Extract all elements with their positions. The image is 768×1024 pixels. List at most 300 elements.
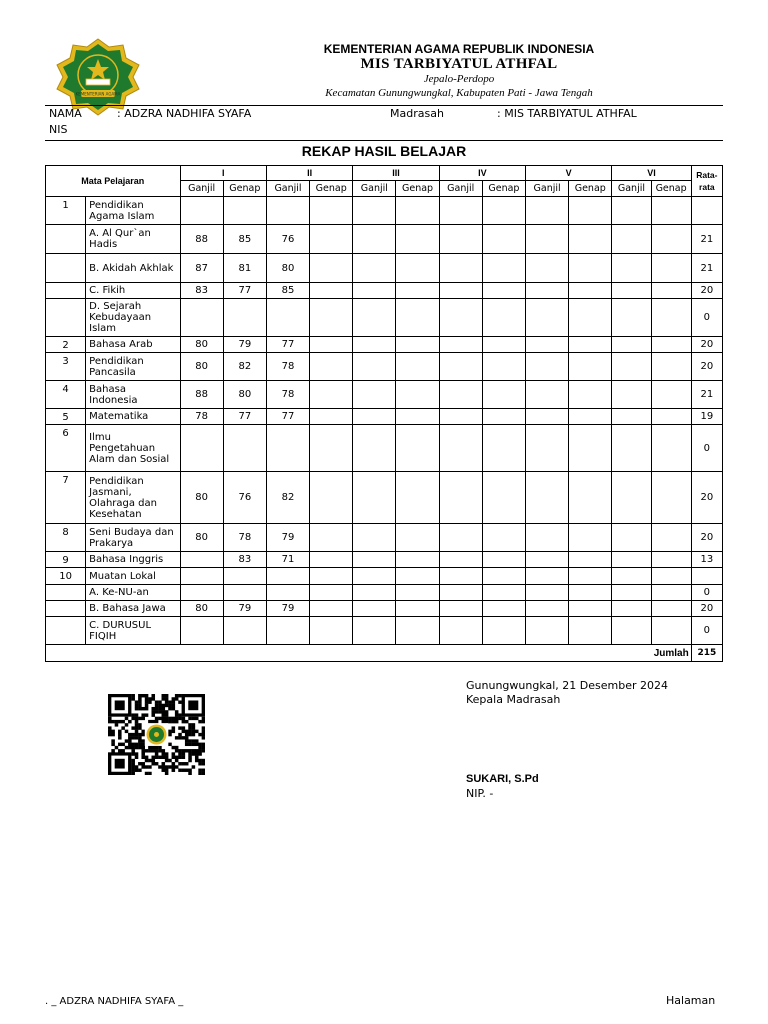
grade-cell bbox=[180, 299, 223, 337]
grade-cell bbox=[612, 337, 651, 353]
grade-cell bbox=[612, 425, 651, 472]
grade-cell bbox=[569, 197, 612, 225]
grade-header-3: III bbox=[353, 166, 439, 181]
grade-cell: 76 bbox=[266, 225, 309, 254]
table-row bbox=[46, 601, 723, 617]
subject-name: Muatan Lokal bbox=[86, 568, 180, 585]
table-row bbox=[46, 225, 723, 254]
table-row bbox=[46, 472, 723, 524]
grade-cell bbox=[310, 552, 353, 568]
grade-cell bbox=[439, 568, 482, 585]
row-number bbox=[46, 299, 86, 337]
average-cell bbox=[691, 568, 722, 585]
grade-cell bbox=[310, 472, 353, 524]
grade-cell: 80 bbox=[180, 337, 223, 353]
grade-cell bbox=[612, 524, 651, 552]
genap-header: Genap bbox=[651, 181, 691, 197]
row-number: 2 bbox=[46, 337, 86, 353]
grade-cell bbox=[310, 409, 353, 425]
grade-cell bbox=[353, 601, 396, 617]
grade-cell bbox=[651, 524, 691, 552]
ganjil-header: Ganjil bbox=[266, 181, 309, 197]
row-number bbox=[46, 225, 86, 254]
grade-cell: 87 bbox=[180, 254, 223, 283]
grade-cell bbox=[612, 225, 651, 254]
average-cell: 20 bbox=[691, 472, 722, 524]
grade-cell bbox=[266, 617, 309, 645]
grade-cell bbox=[310, 283, 353, 299]
genap-header: Genap bbox=[310, 181, 353, 197]
subject-name: A. Al Qur`an Hadis bbox=[86, 225, 180, 254]
grade-cell bbox=[612, 601, 651, 617]
grade-cell bbox=[482, 472, 525, 524]
average-cell: 0 bbox=[691, 617, 722, 645]
grade-cell: 80 bbox=[266, 254, 309, 283]
grade-cell: 79 bbox=[223, 601, 266, 617]
grade-cell bbox=[353, 197, 396, 225]
grade-header-2: II bbox=[266, 166, 352, 181]
grade-cell bbox=[612, 353, 651, 381]
grade-cell bbox=[310, 225, 353, 254]
grade-cell bbox=[482, 552, 525, 568]
table-row bbox=[46, 337, 723, 353]
grade-cell bbox=[482, 585, 525, 601]
average-cell bbox=[691, 197, 722, 225]
grade-cell bbox=[353, 254, 396, 283]
grade-cell bbox=[266, 568, 309, 585]
grade-cell bbox=[439, 425, 482, 472]
grade-cell bbox=[353, 425, 396, 472]
grade-cell bbox=[266, 585, 309, 601]
subject-name: B. Bahasa Jawa bbox=[86, 601, 180, 617]
grade-cell bbox=[482, 337, 525, 353]
grade-cell bbox=[353, 617, 396, 645]
nama-label: NAMA bbox=[49, 107, 82, 120]
grade-cell bbox=[482, 299, 525, 337]
table-row bbox=[46, 254, 723, 283]
school-village: Jepalo-Perdopo bbox=[423, 73, 495, 85]
grade-cell bbox=[526, 568, 569, 585]
grade-cell bbox=[353, 585, 396, 601]
grade-cell bbox=[526, 552, 569, 568]
grade-cell bbox=[223, 585, 266, 601]
grade-cell bbox=[266, 299, 309, 337]
grade-cell bbox=[482, 409, 525, 425]
grade-cell: 78 bbox=[266, 353, 309, 381]
grade-cell bbox=[439, 254, 482, 283]
subject-name: Matematika bbox=[86, 409, 180, 425]
grade-cell bbox=[353, 299, 396, 337]
row-number: 3 bbox=[46, 353, 86, 381]
grade-cell bbox=[310, 381, 353, 409]
subject-name: Pendidikan Jasmani, Olahraga dan Kesehatan bbox=[86, 472, 180, 524]
grade-cell bbox=[223, 197, 266, 225]
grade-cell bbox=[569, 225, 612, 254]
grade-cell: 79 bbox=[266, 601, 309, 617]
grade-cell: 80 bbox=[180, 353, 223, 381]
ganjil-header: Ganjil bbox=[353, 181, 396, 197]
grade-cell: 81 bbox=[223, 254, 266, 283]
row-number: 1 bbox=[46, 197, 86, 225]
table-row bbox=[46, 409, 723, 425]
grade-cell bbox=[612, 472, 651, 524]
grade-cell bbox=[396, 254, 439, 283]
grade-cell bbox=[569, 617, 612, 645]
grade-cell bbox=[353, 568, 396, 585]
row-number bbox=[46, 601, 86, 617]
subject-name: Seni Budaya dan Prakarya bbox=[86, 524, 180, 552]
grade-cell bbox=[651, 617, 691, 645]
grade-cell bbox=[569, 353, 612, 381]
grade-cell bbox=[526, 197, 569, 225]
grade-cell: 77 bbox=[223, 283, 266, 299]
average-cell: 20 bbox=[691, 283, 722, 299]
grade-cell bbox=[439, 381, 482, 409]
average-cell: 21 bbox=[691, 225, 722, 254]
grade-cell: 85 bbox=[266, 283, 309, 299]
grade-cell: 77 bbox=[266, 409, 309, 425]
grade-cell bbox=[396, 601, 439, 617]
grade-cell bbox=[526, 337, 569, 353]
grade-header-6: VI bbox=[612, 166, 691, 181]
grade-cell bbox=[310, 425, 353, 472]
report-title: REKAP HASIL BELAJAR bbox=[301, 143, 467, 159]
row-number: 7 bbox=[46, 472, 86, 524]
grade-cell bbox=[223, 425, 266, 472]
subject-name: C. DURUSUL FIQIH bbox=[86, 617, 180, 645]
grade-cell bbox=[353, 225, 396, 254]
grade-cell bbox=[180, 197, 223, 225]
row-number: 8 bbox=[46, 524, 86, 552]
table-row bbox=[46, 299, 723, 337]
table-row bbox=[46, 197, 723, 225]
grade-cell bbox=[612, 197, 651, 225]
grade-cell bbox=[482, 425, 525, 472]
qr-code bbox=[108, 694, 205, 775]
grade-cell bbox=[651, 472, 691, 524]
madrasah-value: : MIS TARBIYATUL ATHFAL bbox=[497, 107, 637, 120]
grade-cell bbox=[612, 617, 651, 645]
grade-cell bbox=[651, 254, 691, 283]
grade-cell bbox=[353, 524, 396, 552]
grade-cell bbox=[396, 197, 439, 225]
grade-cell bbox=[569, 381, 612, 409]
subject-name: A. Ke-NU-an bbox=[86, 585, 180, 601]
grade-cell bbox=[396, 409, 439, 425]
grade-cell bbox=[310, 299, 353, 337]
ganjil-header: Ganjil bbox=[526, 181, 569, 197]
grade-cell bbox=[482, 283, 525, 299]
grade-cell bbox=[396, 617, 439, 645]
grade-cell bbox=[439, 524, 482, 552]
subject-name: Ilmu Pengetahuan Alam dan Sosial bbox=[86, 425, 180, 472]
grade-cell bbox=[396, 552, 439, 568]
subject-name: C. Fikih bbox=[86, 283, 180, 299]
grade-cell bbox=[439, 601, 482, 617]
grade-cell bbox=[651, 585, 691, 601]
grade-cell bbox=[353, 552, 396, 568]
table-row bbox=[46, 585, 723, 601]
subject-name: Pendidikan Pancasila bbox=[86, 353, 180, 381]
grade-cell bbox=[180, 552, 223, 568]
grade-cell bbox=[651, 381, 691, 409]
grade-cell bbox=[396, 337, 439, 353]
grade-cell bbox=[612, 254, 651, 283]
grade-cell bbox=[266, 425, 309, 472]
average-cell: 0 bbox=[691, 299, 722, 337]
grade-cell bbox=[526, 425, 569, 472]
grade-cell bbox=[569, 337, 612, 353]
grade-cell: 78 bbox=[266, 381, 309, 409]
grade-cell bbox=[396, 472, 439, 524]
grade-cell bbox=[396, 585, 439, 601]
grade-header-4: IV bbox=[439, 166, 525, 181]
signature-role: Kepala Madrasah bbox=[466, 693, 561, 706]
grade-cell bbox=[482, 601, 525, 617]
subject-name: Bahasa Inggris bbox=[86, 552, 180, 568]
grade-cell bbox=[439, 552, 482, 568]
grade-cell bbox=[482, 617, 525, 645]
table-row bbox=[46, 617, 723, 645]
average-cell: 0 bbox=[691, 585, 722, 601]
jumlah-value: 215 bbox=[691, 645, 722, 662]
madrasah-label: Madrasah bbox=[390, 107, 444, 120]
grade-cell bbox=[310, 524, 353, 552]
grade-cell bbox=[439, 225, 482, 254]
grade-cell bbox=[526, 353, 569, 381]
table-row bbox=[46, 524, 723, 552]
nama-value: : ADZRA NADHIFA SYAFA bbox=[117, 107, 252, 120]
grade-cell bbox=[482, 197, 525, 225]
grade-cell bbox=[569, 409, 612, 425]
average-cell: 0 bbox=[691, 425, 722, 472]
table-row bbox=[46, 283, 723, 299]
grade-cell bbox=[353, 472, 396, 524]
table-row bbox=[46, 353, 723, 381]
signature-nip: NIP. - bbox=[466, 787, 494, 800]
grade-cell bbox=[396, 568, 439, 585]
average-cell: 21 bbox=[691, 381, 722, 409]
grade-cell: 80 bbox=[180, 524, 223, 552]
grade-cell bbox=[569, 585, 612, 601]
grade-cell bbox=[223, 568, 266, 585]
grade-header-1: I bbox=[180, 166, 266, 181]
ganjil-header: Ganjil bbox=[439, 181, 482, 197]
row-number: 10 bbox=[46, 568, 86, 585]
grade-cell: 83 bbox=[223, 552, 266, 568]
grade-cell bbox=[310, 337, 353, 353]
grade-cell bbox=[569, 524, 612, 552]
grade-cell bbox=[310, 585, 353, 601]
grade-cell bbox=[569, 299, 612, 337]
grade-cell bbox=[569, 472, 612, 524]
grade-cell bbox=[526, 585, 569, 601]
grade-cell bbox=[439, 197, 482, 225]
grade-cell bbox=[396, 353, 439, 381]
grade-cell bbox=[439, 299, 482, 337]
grade-cell bbox=[180, 585, 223, 601]
grade-cell bbox=[353, 283, 396, 299]
grade-cell bbox=[310, 601, 353, 617]
grade-header-5: V bbox=[526, 166, 612, 181]
jumlah-label: Jumlah bbox=[46, 645, 692, 662]
grade-cell bbox=[482, 568, 525, 585]
logo-text: KEMENTERIAN AGAMA bbox=[75, 91, 121, 97]
grade-cell: 80 bbox=[223, 381, 266, 409]
grade-cell bbox=[526, 617, 569, 645]
subject-name: D. Sejarah Kebudayaan Islam bbox=[86, 299, 180, 337]
header-rule-bottom bbox=[45, 140, 723, 141]
grade-cell: 85 bbox=[223, 225, 266, 254]
footer-page: Halaman bbox=[666, 994, 716, 1007]
grade-cell bbox=[482, 225, 525, 254]
row-number: 6 bbox=[46, 425, 86, 472]
ministry-name: KEMENTERIAN AGAMA REPUBLIK INDONESIA bbox=[323, 42, 595, 56]
ganjil-header: Ganjil bbox=[180, 181, 223, 197]
grade-cell bbox=[569, 568, 612, 585]
grade-cell bbox=[353, 353, 396, 381]
grade-cell bbox=[612, 585, 651, 601]
row-number bbox=[46, 585, 86, 601]
row-number bbox=[46, 283, 86, 299]
grade-cell bbox=[482, 254, 525, 283]
row-number: 4 bbox=[46, 381, 86, 409]
grade-cell bbox=[439, 472, 482, 524]
grade-cell: 80 bbox=[180, 472, 223, 524]
grade-cell bbox=[651, 225, 691, 254]
grade-cell bbox=[180, 568, 223, 585]
grade-cell bbox=[526, 299, 569, 337]
grade-cell bbox=[482, 353, 525, 381]
grade-cell bbox=[526, 225, 569, 254]
grade-cell bbox=[651, 425, 691, 472]
grade-cell: 77 bbox=[223, 409, 266, 425]
school-name: MIS TARBIYATUL ATHFAL bbox=[360, 56, 558, 72]
grade-cell bbox=[526, 601, 569, 617]
grade-cell: 88 bbox=[180, 381, 223, 409]
grade-cell bbox=[526, 472, 569, 524]
genap-header: Genap bbox=[396, 181, 439, 197]
genap-header: Genap bbox=[223, 181, 266, 197]
row-number bbox=[46, 254, 86, 283]
grade-cell bbox=[526, 524, 569, 552]
grade-cell bbox=[526, 381, 569, 409]
grade-cell bbox=[310, 254, 353, 283]
subject-name: Pendidikan Agama Islam bbox=[86, 197, 180, 225]
grade-cell bbox=[569, 601, 612, 617]
grade-cell bbox=[612, 552, 651, 568]
grade-cell bbox=[569, 552, 612, 568]
grade-cell bbox=[651, 197, 691, 225]
grade-cell bbox=[396, 299, 439, 337]
row-number bbox=[46, 617, 86, 645]
grade-cell: 76 bbox=[223, 472, 266, 524]
ganjil-header: Ganjil bbox=[612, 181, 651, 197]
grade-cell bbox=[526, 283, 569, 299]
grade-cell: 77 bbox=[266, 337, 309, 353]
subject-name: Bahasa Arab bbox=[86, 337, 180, 353]
grade-cell bbox=[439, 283, 482, 299]
grade-cell bbox=[223, 617, 266, 645]
grade-cell bbox=[526, 409, 569, 425]
grade-cell bbox=[651, 601, 691, 617]
grade-cell bbox=[180, 617, 223, 645]
grade-cell bbox=[396, 283, 439, 299]
grade-cell: 78 bbox=[223, 524, 266, 552]
grade-cell bbox=[612, 568, 651, 585]
grade-cell bbox=[651, 337, 691, 353]
grade-cell bbox=[396, 425, 439, 472]
grade-cell bbox=[266, 197, 309, 225]
grade-cell bbox=[569, 425, 612, 472]
table-row bbox=[46, 425, 723, 472]
header-rule-top bbox=[45, 105, 723, 106]
grade-cell bbox=[439, 353, 482, 381]
average-header: Rata-rata bbox=[691, 166, 722, 197]
row-number: 9 bbox=[46, 552, 86, 568]
average-cell: 20 bbox=[691, 524, 722, 552]
average-cell: 19 bbox=[691, 409, 722, 425]
average-cell: 20 bbox=[691, 353, 722, 381]
grade-cell bbox=[223, 299, 266, 337]
grade-cell: 79 bbox=[223, 337, 266, 353]
grade-cell bbox=[612, 381, 651, 409]
grade-cell bbox=[353, 381, 396, 409]
grade-cell bbox=[310, 197, 353, 225]
grade-cell: 79 bbox=[266, 524, 309, 552]
grade-cell bbox=[310, 353, 353, 381]
grade-cell bbox=[651, 552, 691, 568]
grade-cell: 82 bbox=[223, 353, 266, 381]
grade-cell bbox=[353, 409, 396, 425]
table-row bbox=[46, 568, 723, 585]
grade-cell: 80 bbox=[180, 601, 223, 617]
grade-cell bbox=[396, 225, 439, 254]
subject-name: B. Akidah Akhlak bbox=[86, 254, 180, 283]
school-address: Kecamatan Gunungwungkal, Kabupaten Pati - Jawa Tengah bbox=[325, 87, 593, 99]
signature-place-date: Gunungwungkal, 21 Desember 2024 bbox=[466, 679, 668, 692]
average-cell: 20 bbox=[691, 337, 722, 353]
grade-cell bbox=[612, 409, 651, 425]
grade-cell bbox=[651, 283, 691, 299]
grade-cell bbox=[482, 381, 525, 409]
grade-cell bbox=[651, 353, 691, 381]
grade-cell bbox=[651, 299, 691, 337]
average-cell: 21 bbox=[691, 254, 722, 283]
grade-cell bbox=[180, 425, 223, 472]
grade-cell bbox=[569, 283, 612, 299]
grade-cell bbox=[482, 524, 525, 552]
grade-cell bbox=[439, 585, 482, 601]
grade-cell bbox=[310, 617, 353, 645]
grade-cell bbox=[651, 409, 691, 425]
grade-cell: 88 bbox=[180, 225, 223, 254]
subject-header: Mata Pelajaran bbox=[46, 166, 181, 197]
grade-cell bbox=[439, 337, 482, 353]
grade-cell bbox=[439, 617, 482, 645]
grade-cell: 83 bbox=[180, 283, 223, 299]
signature-name: SUKARI, S.Pd bbox=[466, 773, 539, 785]
average-cell: 13 bbox=[691, 552, 722, 568]
grade-cell bbox=[353, 337, 396, 353]
grade-cell bbox=[396, 381, 439, 409]
row-number: 5 bbox=[46, 409, 86, 425]
grade-cell bbox=[612, 283, 651, 299]
grades-table bbox=[45, 165, 723, 662]
average-cell: 20 bbox=[691, 601, 722, 617]
grade-cell bbox=[651, 568, 691, 585]
table-row bbox=[46, 381, 723, 409]
